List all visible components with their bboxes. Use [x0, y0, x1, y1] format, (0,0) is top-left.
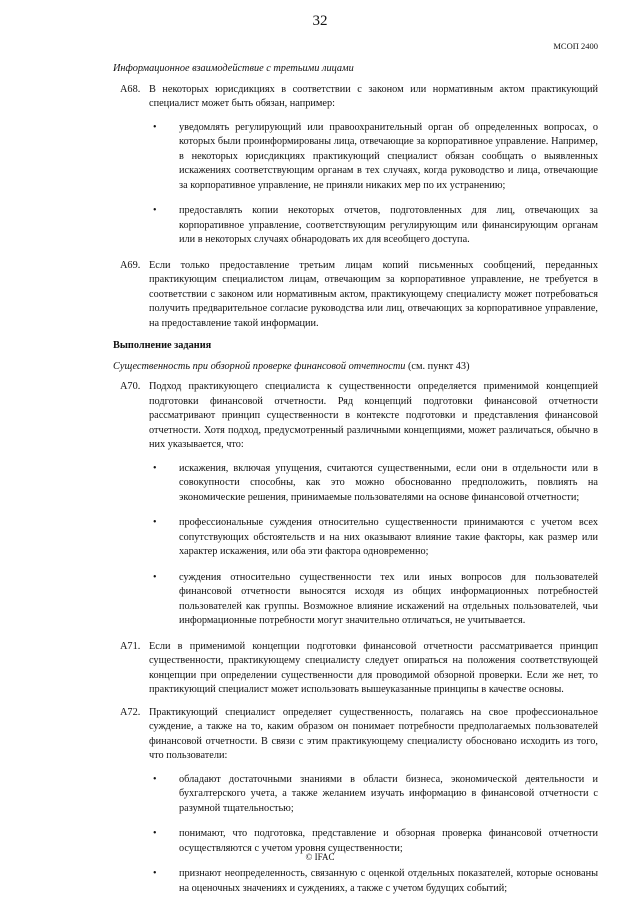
paragraph-number: A72.: [120, 706, 141, 718]
paragraph-text: Подход практикующего специалиста к существенности определяется применимой концепцией подготовки финансовой отчетности. Ряд концепций подготовки финансовой отчетности рассматривают принцип существенности в контексте подготовки и представления финансовой отчетности. Хотя подход, предусмотренный различными концепциями, может различаться, обычно в них указывается, что:: [149, 381, 598, 450]
paragraph-a68: [113, 83, 598, 248]
paragraph-number: A70.: [120, 381, 141, 392]
bullet-item: • предоставлять копии некоторых отчетов, подготовленных для лиц, отвечающих за корпоративное управление, соответствующим регулирующим или финансирующим органам или в некоторых случаях обнародовать их для всеобщего доступа.: [149, 204, 598, 248]
paragraph-text: В некоторых юрисдикциях в соответствии с законом или нормативным актом практикующий специалист может быть обязан, например:: [149, 83, 598, 109]
paragraph-number: A71.: [120, 640, 141, 652]
paragraph-a70: [113, 380, 598, 629]
bullet-item: • понимают, что подготовка, представление и обзорная проверка финансовой отчетности осуществляются с учетом уровня существенности;: [149, 827, 598, 856]
section-heading-engagement: Выполнение задания: [113, 340, 212, 351]
bullet-list: [149, 462, 598, 629]
bullet-item: • искажения, включая упущения, считаются существенными, если они в отдельности или в совокупности способны, как это можно обоснованно предположить, повлиять на экономические решения, принимаемые пользователями на основе финансовой отчетности;: [149, 462, 598, 506]
paragraph-text: Практикующий специалист определяет существенность, полагаясь на свое профессиональное суждение, а также на то, каким образом он понимает потребности предполагаемых пользователей финансовой отчетности. В связи с этим практикующему специалисту обосновано исходить из того, что пользователи:: [149, 706, 598, 761]
bullet-item: • уведомлять регулирующий или правоохранительный орган об определенных вопросах, о которых были проинформированы лица, отвечающие за корпоративное управление. Например, в некоторых юрисдикциях практикующий специалист обязан сообщать о выявленных искажениях соответствующим органам в тех случаях, когда руководство и лица, отвечающие за корпоративное управление, не приняли никаких мер по их устранению;: [149, 121, 598, 194]
bullet-item: • суждения относительно существенности тех или иных вопросов для пользователей финансовой отчетности выносятся исходя из общих информационных потребностей пользователей как группы. Возможное влияние искажений на отдельных пользователей, чьи информационные потребности могут значительно отличаться, не учитывается.: [149, 571, 598, 629]
paragraph-a72: [113, 706, 598, 897]
subheading-materiality: [113, 360, 598, 375]
section-heading-third-parties: Информационное взаимодействие с третьими лицами: [113, 63, 354, 74]
paragraph-text: Если в применимой концепции подготовки финансовой отчетности рассматривается принцип существенности, практикующему специалисту следует опираться на положения соответствующей концепции при определении существенности для проводимой обзорной проверки. Если же нет, то практикующий специалист может использовать вышеуказанные принципы в качестве основы.: [149, 640, 598, 695]
paragraph-a69: [113, 259, 598, 332]
bullet-item: • признают неопределенность, связанную с оценкой отдельных показателей, которые основаны на оценочных значениях и суждениях, а также с учетом будущих событий;: [149, 867, 598, 896]
subheading-reference: (см. пункт 43): [405, 360, 470, 372]
bullet-list: [149, 773, 598, 897]
standard-code: МСОП 2400: [553, 41, 598, 51]
paragraph-number: A69.: [120, 259, 141, 271]
bullet-list: [149, 121, 598, 248]
page-number: 32: [312, 13, 328, 29]
bullet-item: • профессиональные суждения относительно существенности принимаются с учетом всех сопутствующих обстоятельств и на них оказывают влияние такие факторы, как размер или характер искажения, или оба эти фактора одновременно;: [149, 516, 598, 560]
page-content: [113, 62, 598, 907]
paragraph-number: A68.: [120, 83, 141, 95]
bullet-item: • обладают достаточными знаниями в области бизнеса, экономической деятельности и бухгалтерского учета, а также желанием изучать информацию в финансовой отчетности с разумной тщательностью;: [149, 773, 598, 817]
paragraph-a71: [113, 640, 598, 698]
paragraph-text: Если только предоставление третьим лицам копий письменных сообщений, переданных практикующим специалистом лицам, отвечающим за корпоративное управление, не требуется в соответствии с законом или нормативным актом, практикующему специалисту может потребоваться получить предварительное согласие руководства или лиц, отвечающих за корпоративное управление, на предоставление такой информации.: [149, 259, 598, 329]
subheading-italic: Существенность при обзорной проверке финансовой отчетности: [113, 360, 406, 372]
copyright-footer: © IFAC: [305, 852, 335, 862]
